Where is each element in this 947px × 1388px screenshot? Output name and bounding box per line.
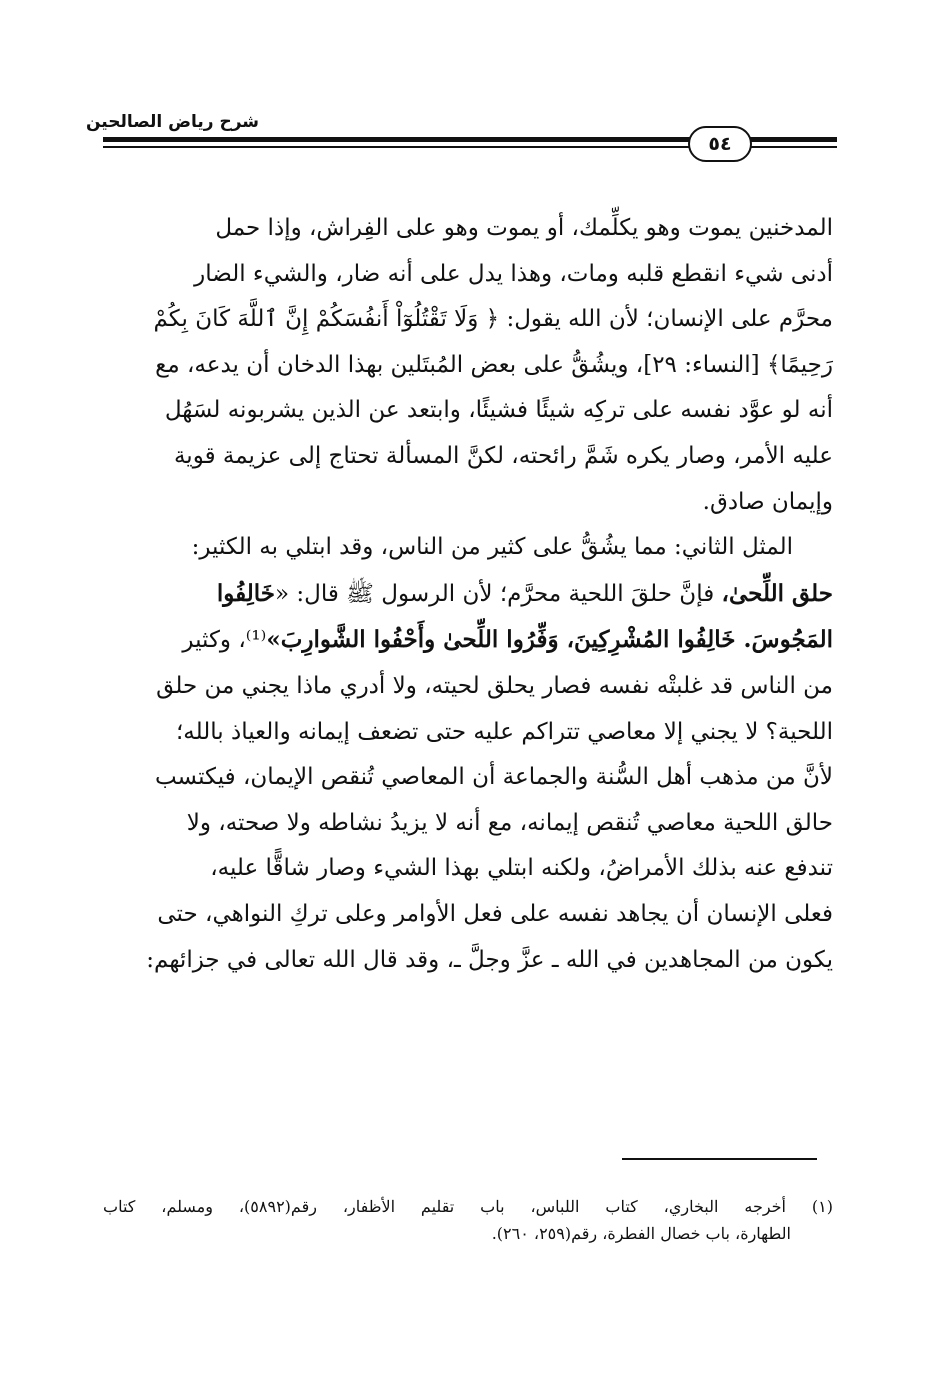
body-line: يكون من المجاهدين في الله ـ عزَّ وجلَّ ـ، وقد قال الله تعالى في جزائهم: xyxy=(146,946,833,973)
body-line: أنه لو عوَّد نفسه على تركِه شيئًا فشيئًا، وابتعد عن الذين يشربونه لسَهُل xyxy=(164,397,833,424)
footnote-divider xyxy=(622,1158,817,1160)
body-line: محرَّم على الإنسان؛ لأن الله يقول: ﴿ وَلَا تَقْتُلُوٓاْ أَنفُسَكُمْ إِنَّ ٱللَّهَ كَانَ بِكُمْ xyxy=(153,306,833,333)
bold-phrase: حلق اللِّحىٰ، xyxy=(721,579,833,607)
footnote-line: (١) أخرجه البخاري، كتاب اللباس، باب تقليم الأظفار، رقم(٥٨٩٢)، ومسلم، كتاب xyxy=(103,1197,833,1216)
footnote-line: الطهارة، باب خصال الفطرة، رقم(٢٥٩، ٢٦٠). xyxy=(491,1224,791,1243)
running-header-title: شرح رياض الصالحين xyxy=(85,112,259,132)
body-line: اللحية؟ لا يجني إلا معاصي تتراكم عليه حتى تضعف إيمانه والعياذ بالله؛ xyxy=(175,718,833,745)
body-line: رَحِيمًا﴾ [النساء: ٢٩]، ويشُقُّ على بعض المُبتَلين بهذا الدخان أن يدعه، مع xyxy=(155,351,833,378)
hadith-text: المَجُوسَ. خَالِفُوا المُشْرِكِينَ، وَفِّرُوا اللِّحىٰ وأَحْفُوا الشَّوارِبَ» xyxy=(266,626,833,654)
text-run: ، وكثير xyxy=(182,627,246,654)
paragraph-two-line xyxy=(103,617,833,664)
body-line: عليه الأمر، وصار يكره شَمَّ رائحته، لكنَّ المسألة تحتاج إلى عزيمة قوية xyxy=(173,442,833,469)
text-run: فإنَّ حلقَ اللحية محرَّم؛ لأن الرسول ﷺ قال: « xyxy=(274,580,722,607)
footnote xyxy=(103,1193,833,1247)
paragraph-two-first-line: المثل الثاني: مما يشُقُّ على كثير من الناس، وقد ابتلي به الكثير: xyxy=(191,534,793,561)
hadith-text: خَالِفُوا xyxy=(216,579,275,607)
paragraph-two-line xyxy=(103,571,833,618)
body-text xyxy=(103,206,833,983)
body-line: أدنى شيء انقطع قلبه ومات، وهذا يدل على أنه ضار، والشيء الضار xyxy=(194,260,833,287)
page-number-badge xyxy=(688,126,752,162)
body-line: من الناس قد غلبتْه نفسه فصار يحلق لحيته، ولا أدري ماذا يجني من حلق xyxy=(156,672,833,699)
body-line: حالق اللحية معاصي تُنقص إيمانه، مع أنه لا يزيدُ نشاطه ولا صحته، ولا xyxy=(186,809,833,836)
body-line: وإيمان صادق. xyxy=(702,488,833,515)
body-line: المدخنين يموت وهو يكلِّمك، أو يموت وهو على الفِراش، وإذا حمل xyxy=(215,215,833,241)
body-line: فعلى الإنسان أن يجاهد نفسه على فعل الأوامر وعلى تركِ النواهي، حتى xyxy=(157,900,833,927)
body-line: لأنَّ من مذهب أهل السُّنة والجماعة أن المعاصي تُنقص الإيمان، فيكتسب xyxy=(154,764,833,791)
body-line: تندفع عنه بذلك الأمراضُ، ولكنه ابتلي بهذا الشيء وصار شاقًّا عليه، xyxy=(210,855,833,882)
page-number: ٥٤ xyxy=(708,133,732,155)
footnote-marker: ⁽¹⁾ xyxy=(245,627,267,654)
